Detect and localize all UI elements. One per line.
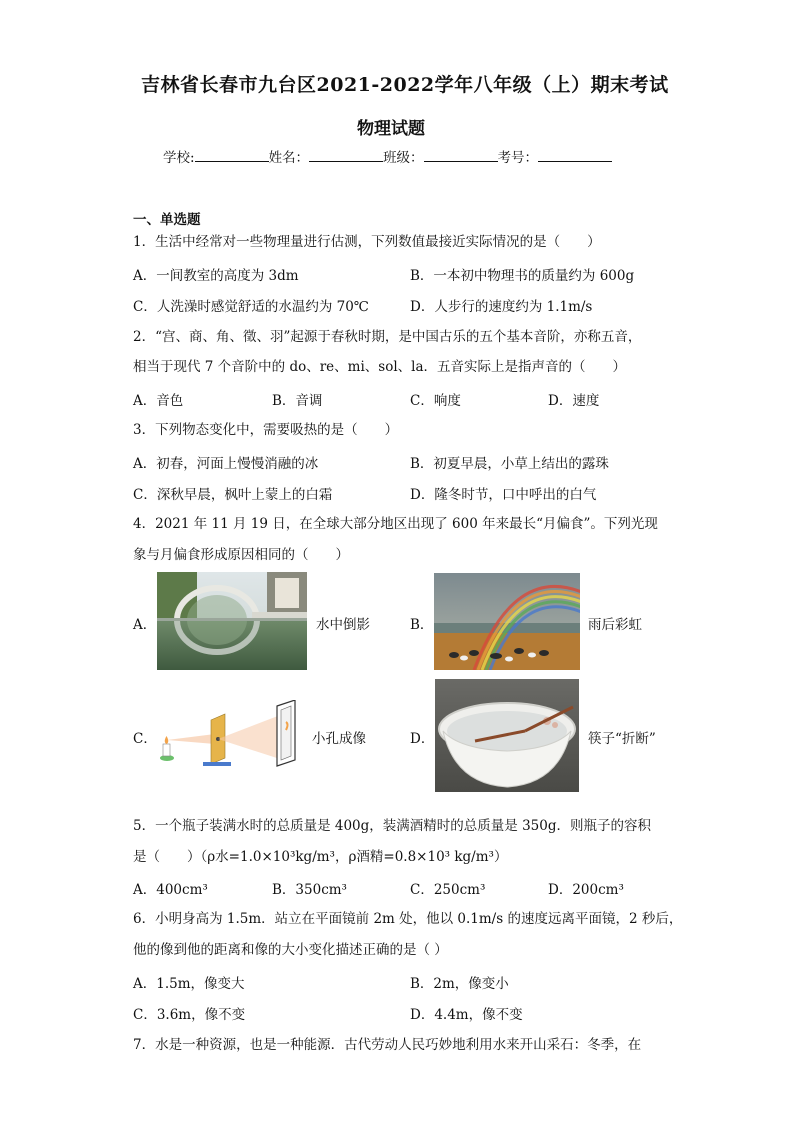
q2-option-c[interactable]: C．响度 <box>410 393 461 409</box>
q6-option-a[interactable]: A．1.5m，像变大 <box>133 976 245 992</box>
class-field[interactable] <box>424 149 498 162</box>
q4-option-c-letter[interactable]: C． <box>133 731 157 747</box>
exam-subtitle: 物理试题 <box>357 119 425 139</box>
chopsticks-bowl-image <box>435 679 579 792</box>
q6-option-c[interactable]: C．3.6m，像不变 <box>133 1007 246 1023</box>
q5-option-a[interactable]: A．400cm³ <box>133 882 208 898</box>
question-4-stem-cont: 象与月偏食形成原因相同的（ ） <box>133 547 349 563</box>
q6-option-d[interactable]: D．4.4m，像不变 <box>410 1007 523 1023</box>
question-6-stem: 6．小明身高为 1.5m．站立在平面镜前 2m 处，他以 0.1m/s 的速度远离平面镜，2 秒后， <box>133 911 683 927</box>
question-4-stem: 4．2021 年 11 月 19 日，在全球大部分地区出现了 600 年来最长“月偏食”。下列光现 <box>133 516 658 532</box>
question-5-stem-cont: 是（ ）（ρ水=1.0×10³kg/m³，ρ酒精=0.8×10³ kg/m³） <box>133 849 508 865</box>
exam-title: 吉林省长春市九台区2021-2022学年八年级（上）期末考试 <box>141 74 669 96</box>
q3-option-c[interactable]: C．深秋早晨，枫叶上蒙上的白霜 <box>133 487 333 503</box>
q2-option-b[interactable]: B．音调 <box>272 393 323 409</box>
q5-option-d[interactable]: D．200cm³ <box>548 882 624 898</box>
question-6-stem-cont: 他的像到他的距离和像的大小变化描述正确的是（ ） <box>133 942 448 958</box>
q2-option-a[interactable]: A．音色 <box>133 393 184 409</box>
bridge-reflection-image <box>157 572 307 670</box>
q5-option-c[interactable]: C．250cm³ <box>410 882 486 898</box>
name-label: 姓名： <box>268 150 310 166</box>
q4-option-d-letter[interactable]: D． <box>410 731 435 747</box>
q4-option-b-letter[interactable]: B． <box>410 617 434 633</box>
school-label: 学校: <box>163 150 195 166</box>
q3-option-d[interactable]: D．隆冬时节，口中呼出的白气 <box>410 487 597 503</box>
school-field[interactable] <box>195 149 269 162</box>
question-7-stem: 7．水是一种资源，也是一种能源．古代劳动人民巧妙地利用水来开山采石：冬季，在 <box>133 1037 642 1053</box>
pinhole-camera-image <box>155 700 305 770</box>
section-heading: 一、单选题 <box>133 212 201 228</box>
q1-option-b[interactable]: B．一本初中物理书的质量约为 600g <box>410 268 635 284</box>
student-info-row <box>163 146 612 166</box>
rainbow-image <box>434 573 580 670</box>
name-field[interactable] <box>309 149 383 162</box>
question-2-stem: 2．“宫、商、角、徵、羽”起源于春秋时期，是中国古乐的五个基本音阶，亦称五音， <box>133 329 642 345</box>
q5-option-b[interactable]: B．350cm³ <box>272 882 347 898</box>
q4-option-d-caption: 筷子“折断” <box>588 731 656 747</box>
q2-option-d[interactable]: D．速度 <box>548 393 600 409</box>
question-1-stem: 1．生活中经常对一些物理量进行估测，下列数值最接近实际情况的是（ ） <box>133 234 601 250</box>
class-label: 班级： <box>383 150 424 166</box>
q3-option-b[interactable]: B．初夏早晨，小草上结出的露珠 <box>410 456 609 472</box>
question-3-stem: 3．下列物态变化中，需要吸热的是（ ） <box>133 422 399 438</box>
question-5-stem: 5．一个瓶子装满水时的总质量是 400g，装满酒精时的总质量是 350g．则瓶子的容积 <box>133 818 651 834</box>
q4-option-a-letter[interactable]: A． <box>133 617 157 633</box>
q1-option-a[interactable]: A．一间教室的高度为 3dm <box>133 268 299 284</box>
exam-number-field[interactable] <box>538 149 612 162</box>
q4-option-b-caption: 雨后彩虹 <box>588 617 642 633</box>
q1-option-c[interactable]: C．人洗澡时感觉舒适的水温约为 70℃ <box>133 299 369 315</box>
q3-option-a[interactable]: A．初春，河面上慢慢消融的冰 <box>133 456 319 472</box>
q4-option-a-caption: 水中倒影 <box>316 617 370 633</box>
question-2-stem-cont: 相当于现代 7 个音阶中的 do、re、mi、sol、la．五音实际上是指声音的（ ） <box>133 359 627 375</box>
exam-number-label: 考号： <box>497 150 539 166</box>
q6-option-b[interactable]: B．2m，像变小 <box>410 976 509 992</box>
q1-option-d[interactable]: D．人步行的速度约为 1.1m/s <box>410 299 593 315</box>
q4-option-c-caption: 小孔成像 <box>312 731 366 747</box>
